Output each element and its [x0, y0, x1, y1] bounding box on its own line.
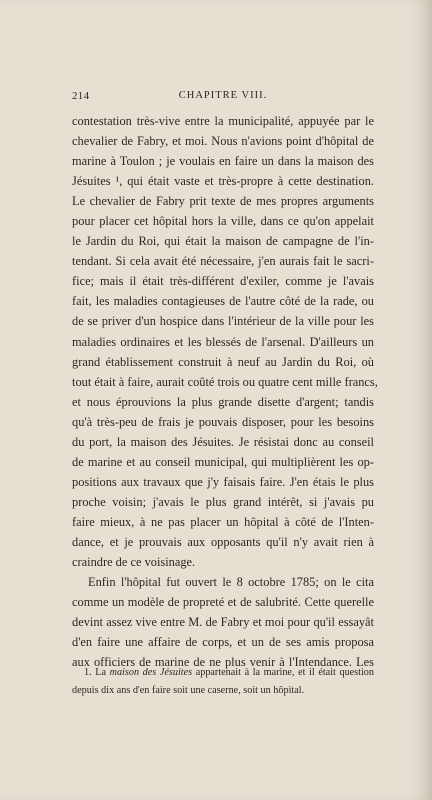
- text-line: proche voisin; j'avais le plus grand intérêt, si j'avais pu: [72, 494, 374, 509]
- text-line: maladies ordinaires et les blessés de l'arsenal. D'ailleurs un: [72, 334, 374, 349]
- text-line: du port, la maison des Jésuites. Je résistai donc au conseil: [72, 434, 374, 449]
- text-line: comme un modèle de propreté et de salubrité. Cette querelle: [72, 595, 374, 610]
- text-line: faire mieux, à ne pas placer un hôpital à côté de l'Inten-: [72, 514, 374, 529]
- body-text: [72, 111, 378, 672]
- text-line: fice; mais il était très-différent d'exiler, comme je l'avais: [72, 274, 374, 289]
- footnote-line: [72, 664, 374, 682]
- text-line: chevalier de Fabry, et moi. Nous n'avions point d'hôpital de: [72, 134, 374, 149]
- text-line: tout était à faire, aurait coûté trois ou quatre cent mille francs,: [72, 374, 378, 389]
- page-number: 214: [72, 90, 90, 102]
- footnote-text: appartenait à la marine, et il était question: [192, 667, 374, 678]
- text-line: dance, et je prouvais aux opposants qu'il n'y avait rien à: [72, 534, 374, 549]
- text-line: Jésuites ¹, qui était vaste et très-propre à cette destination.: [72, 174, 374, 189]
- text-line: marine à Toulon ; je voulais en faire un dans la maison des: [72, 154, 374, 169]
- text-line: pour placer cet hôpital hors la ville, dans ce qu'on appelait: [72, 214, 374, 229]
- text-line: tendant. Si cela avait été nécessaire, j'en aurais fait le sacri-: [72, 254, 374, 269]
- text-line: Enfin l'hôpital fut ouvert le 8 octobre 1785; on le cita: [88, 575, 374, 590]
- text-line: fait, les maladies contagieuses de l'autre côté de la rade, ou: [72, 294, 374, 309]
- text-line: aux officiers de marine de ne plus venir à l'Intendance. Les: [72, 655, 374, 670]
- text-line: de se priver d'un hospice dans l'intérieur de la ville pour les: [72, 314, 374, 329]
- footnote-marker: 1.: [84, 667, 92, 678]
- text-line: le Jardin du Roi, qui était la maison de campagne de l'in-: [72, 234, 374, 249]
- text-line: devint assez vive entre M. de Fabry et moi pour qu'il essayât: [72, 615, 374, 630]
- chapter-title: CHAPITRE VIII.: [178, 90, 268, 101]
- running-header: [72, 90, 374, 106]
- text-line: qu'à très-peu de frais je pouvais disposer, pour les besoins: [72, 414, 374, 429]
- text-line: d'en faire une affaire de corps, et un de ses amis proposa: [72, 635, 374, 650]
- footnote-text: La: [95, 667, 110, 678]
- text-line: de marine et au conseil municipal, qui multiplièrent les op-: [72, 454, 374, 469]
- text-line: contestation très-vive entre la municipalité, appuyée par le: [72, 114, 374, 128]
- text-line: Le chevalier de Fabry prit texte de mes propres arguments: [72, 194, 374, 209]
- text-line: grand établissement construit à neuf au Jardin du Roi, où: [72, 354, 374, 369]
- footnote-italic: maison des Jésuites: [109, 667, 193, 678]
- footnote-line: depuis dix ans d'en faire soit une caserne, soit un hôpital.: [72, 685, 305, 696]
- footnote: [72, 664, 374, 700]
- text-line: craindre de ce voisinage.: [72, 555, 196, 570]
- text-line: et nous éprouvions la plus grande disette d'argent; tandis: [72, 394, 374, 409]
- text-line: positions aux travaux que j'y faisais faire. J'en étais le plus: [72, 474, 374, 489]
